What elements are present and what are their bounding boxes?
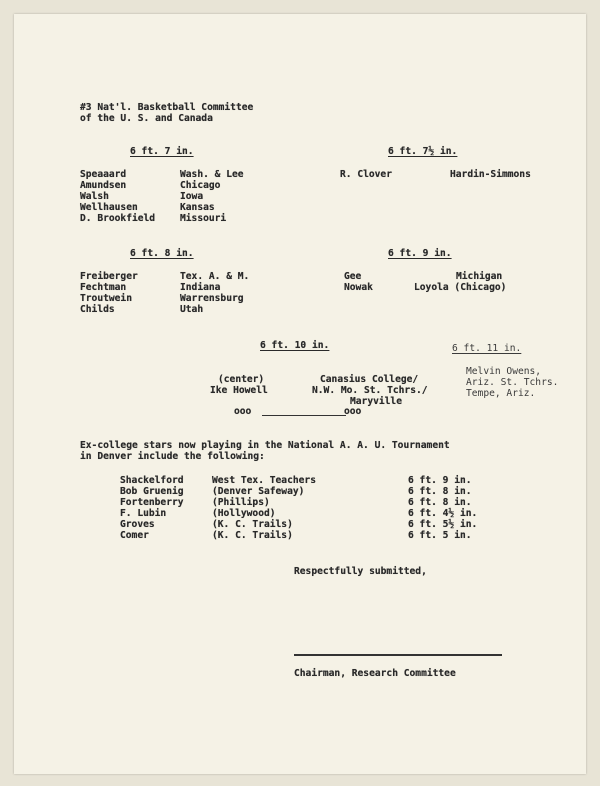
- player-school: Utah: [180, 304, 204, 315]
- player-school: Wash. & Lee: [180, 169, 244, 180]
- aau-player-name: Shackelford: [120, 475, 184, 486]
- aau-player-team: (Denver Safeway): [212, 486, 305, 497]
- aau-player-name: F. Lubin: [120, 508, 167, 519]
- player-name: Freiberger: [80, 271, 138, 282]
- player-school: Missouri: [180, 213, 227, 224]
- player-school: Kansas: [180, 202, 215, 213]
- player-school: Ariz. St. Tchrs.: [466, 377, 559, 388]
- header-line-2: of the U. S. and Canada: [80, 113, 213, 124]
- group-heading-6ft10: 6 ft. 10 in.: [260, 340, 330, 351]
- aau-player-team: (K. C. Trails): [212, 519, 293, 530]
- player-name: R. Clover: [340, 169, 392, 180]
- player-name: D. Brookfield: [80, 213, 156, 224]
- player-name: Gee: [344, 271, 362, 282]
- aau-player-height: 6 ft. 9 in.: [408, 475, 472, 486]
- aau-player-team: (K. C. Trails): [212, 530, 293, 541]
- player-school: Canasius College/: [320, 374, 419, 385]
- aau-player-name: Groves: [120, 519, 155, 530]
- player-school: Warrensburg: [180, 293, 244, 304]
- signature-line: [294, 654, 502, 656]
- player-name: Wellhausen: [80, 202, 138, 213]
- aau-player-team: (Phillips): [212, 497, 270, 508]
- player-name: Melvin Owens,: [466, 366, 542, 377]
- aau-player-height: 6 ft. 5½ in.: [408, 519, 478, 530]
- player-name: Nowak: [344, 282, 373, 293]
- player-school: Maryville: [350, 396, 402, 407]
- aau-player-name: Bob Gruenig: [120, 486, 184, 497]
- row-mark-left: ooo: [234, 406, 252, 417]
- position-note: (center): [218, 374, 265, 385]
- aau-player-height: 6 ft. 5 in.: [408, 530, 472, 541]
- document-page: [14, 14, 586, 774]
- aau-player-team: West Tex. Teachers: [212, 475, 316, 486]
- player-school: Chicago: [180, 180, 221, 191]
- aau-player-height: 6 ft. 8 in.: [408, 486, 472, 497]
- player-school: Michigan: [456, 271, 503, 282]
- aau-player-name: Fortenberry: [120, 497, 184, 508]
- player-school: Hardin-Simmons: [450, 169, 531, 180]
- player-name: Ike Howell: [210, 385, 268, 396]
- aau-player-height: 6 ft. 4½ in.: [408, 508, 478, 519]
- aau-intro-line-1: Ex-college stars now playing in the National A. A. U. Tournament: [80, 440, 450, 451]
- player-school: Iowa: [180, 191, 204, 202]
- player-school: Tex. A. & M.: [180, 271, 250, 282]
- player-name: Walsh: [80, 191, 109, 202]
- closing-respectfully: Respectfully submitted,: [294, 566, 427, 577]
- player-name: Speaaard: [80, 169, 127, 180]
- divider-rule: [262, 415, 346, 416]
- group-heading-6ft9: 6 ft. 9 in.: [388, 248, 452, 259]
- player-name: Troutwein: [80, 293, 132, 304]
- player-name: Amundsen: [80, 180, 127, 191]
- aau-intro-line-2: in Denver include the following:: [80, 451, 265, 462]
- signature-title: Chairman, Research Committee: [294, 668, 456, 679]
- player-name: Fechtman: [80, 282, 127, 293]
- row-mark-right: ooo: [344, 406, 362, 417]
- aau-player-team: (Hollywood): [212, 508, 276, 519]
- group-heading-6ft11: 6 ft. 11 in.: [452, 343, 522, 354]
- player-name: Childs: [80, 304, 115, 315]
- player-school: Indiana: [180, 282, 221, 293]
- group-heading-6ft7-5: 6 ft. 7½ in.: [388, 146, 458, 157]
- player-location: Tempe, Ariz.: [466, 388, 536, 399]
- aau-player-height: 6 ft. 8 in.: [408, 497, 472, 508]
- group-heading-6ft7: 6 ft. 7 in.: [130, 146, 194, 157]
- player-school: Loyola (Chicago): [414, 282, 507, 293]
- header-line-1: #3 Nat'l. Basketball Committee: [80, 102, 254, 113]
- player-school: N.W. Mo. St. Tchrs./: [312, 385, 428, 396]
- aau-player-name: Comer: [120, 530, 149, 541]
- group-heading-6ft8: 6 ft. 8 in.: [130, 248, 194, 259]
